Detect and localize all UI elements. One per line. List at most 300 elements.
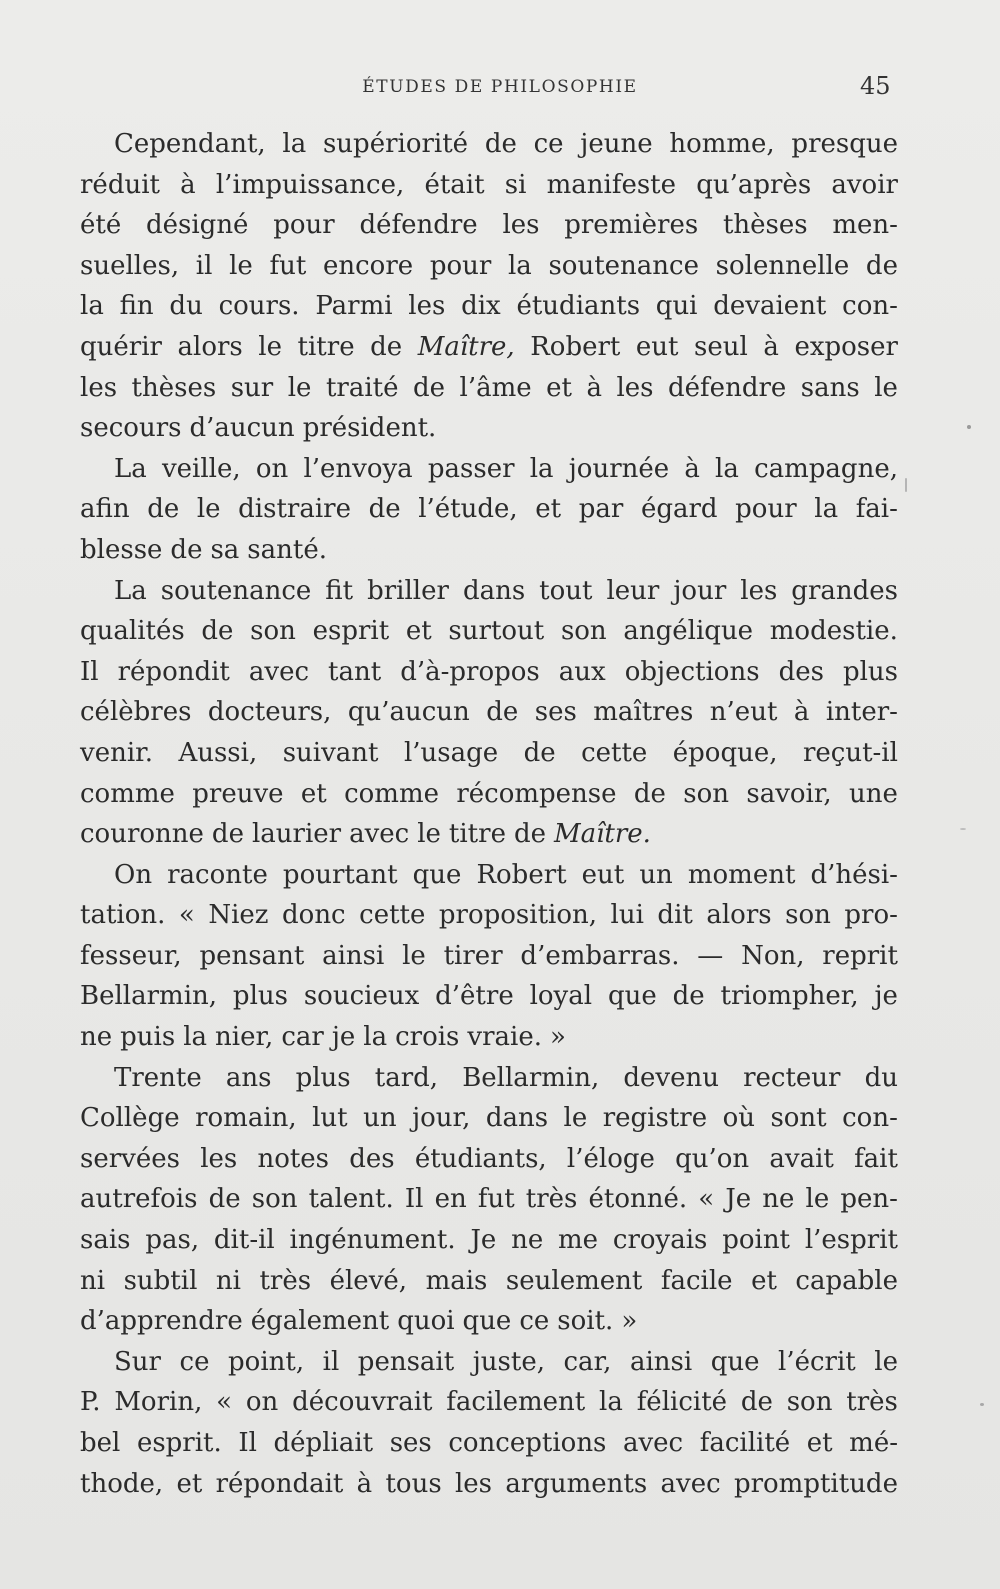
word: fut — [269, 250, 307, 281]
word: devaient — [713, 291, 827, 322]
word: homme, — [669, 129, 775, 159]
word: la — [529, 453, 554, 484]
word: notes — [257, 1143, 330, 1174]
word: il — [322, 1346, 340, 1377]
text-line — [80, 652, 898, 693]
word: dit — [657, 900, 693, 931]
word: capable — [795, 1265, 898, 1296]
word: puis — [120, 1022, 176, 1053]
text-line — [80, 1382, 898, 1423]
word: ce — [533, 129, 564, 159]
word: soutenance — [160, 575, 312, 606]
word: mais — [425, 1265, 488, 1296]
word: et — [751, 1265, 777, 1296]
word: » — [550, 1022, 566, 1053]
word: également — [250, 1306, 390, 1337]
word: suelles, — [80, 250, 180, 281]
text-line — [80, 611, 898, 652]
word: alors — [177, 331, 243, 362]
word: de — [740, 1387, 773, 1418]
word: venir. — [80, 737, 153, 768]
word: plus — [842, 656, 898, 687]
word: facilité — [699, 1428, 791, 1458]
word: thode, — [80, 1468, 164, 1499]
word: tous — [385, 1468, 442, 1499]
word: soutenance — [548, 250, 699, 281]
word: leur — [606, 575, 660, 606]
word: point, — [228, 1346, 305, 1377]
word: d’être — [435, 981, 514, 1012]
word: con- — [842, 291, 898, 322]
text-line — [80, 408, 898, 449]
word: et — [300, 778, 327, 809]
word: promptitude — [733, 1468, 898, 1499]
word: pour — [429, 250, 492, 281]
word: les — [502, 210, 540, 241]
word: Aussi, — [178, 737, 258, 768]
word: étudiants, — [414, 1143, 547, 1174]
word: campagne, — [754, 453, 898, 484]
word: Il — [80, 656, 99, 687]
word: ingénument. — [289, 1225, 456, 1256]
word: encore — [322, 250, 414, 281]
word: très — [846, 1387, 898, 1418]
word: pour — [273, 210, 335, 241]
word: l’étude, — [418, 494, 518, 525]
word: Collège — [80, 1103, 180, 1134]
text-line — [80, 530, 898, 571]
word: des — [778, 656, 824, 687]
word: santé. — [247, 534, 327, 565]
word: récompense — [456, 778, 617, 809]
word: d’aucun — [189, 413, 295, 444]
word: triompher, — [720, 981, 859, 1012]
word: me — [558, 1225, 599, 1256]
word: de — [370, 331, 403, 362]
word: men- — [832, 210, 898, 241]
word: eut — [581, 859, 625, 890]
word: son — [683, 778, 730, 809]
word: fit — [325, 575, 354, 606]
word: n’eut — [709, 697, 778, 728]
word: dépliait — [273, 1428, 374, 1458]
word: seul — [694, 331, 748, 362]
word: raconte — [167, 859, 268, 890]
word: devenu — [623, 1062, 719, 1093]
word: et — [806, 1428, 833, 1458]
word: de — [208, 1184, 241, 1215]
word: la — [715, 453, 739, 484]
word: réduit — [80, 169, 160, 200]
word: sont — [770, 1103, 827, 1134]
word: un — [363, 1103, 397, 1134]
word: avec — [248, 656, 310, 687]
word: exposer — [794, 331, 898, 362]
word: pen- — [840, 1184, 898, 1215]
word: facilement — [446, 1387, 586, 1418]
word: cette — [581, 737, 648, 768]
word: l’usage — [403, 737, 499, 768]
word: sais — [80, 1225, 131, 1256]
text-line — [80, 1058, 898, 1099]
word: d’hési- — [810, 859, 898, 890]
word: journée — [568, 453, 670, 484]
text-line — [80, 1261, 898, 1302]
word: une — [849, 778, 898, 809]
word: Bellarmin, — [462, 1062, 600, 1093]
word: Robert — [476, 859, 567, 890]
word: où — [722, 1103, 755, 1134]
word: l’esprit — [804, 1225, 898, 1256]
word: en — [434, 1184, 467, 1215]
word: de — [484, 129, 517, 159]
word: la — [814, 494, 839, 525]
word: de — [211, 819, 244, 850]
word: qu’on — [675, 1143, 750, 1174]
word: été — [80, 210, 122, 241]
word: Cependant, — [114, 129, 266, 159]
word: Bellarmin, — [80, 981, 218, 1012]
word: la — [507, 250, 532, 281]
word: loyal — [529, 981, 593, 1012]
word: tout — [539, 575, 593, 606]
word: proposition, — [438, 900, 597, 931]
word: tard, — [374, 1062, 439, 1093]
word: son — [786, 1387, 833, 1418]
word: « — [178, 900, 195, 931]
word: sa — [210, 534, 240, 565]
word: son — [560, 616, 607, 647]
word: ce — [519, 1306, 550, 1337]
word: à — [356, 1468, 373, 1499]
word: ne — [762, 1184, 795, 1215]
word: autrefois — [80, 1184, 198, 1215]
word: esprit — [312, 616, 390, 647]
word: qui — [655, 291, 698, 322]
word: le — [805, 1184, 830, 1215]
word: laurier — [251, 819, 342, 850]
word: ne — [80, 1022, 113, 1053]
text-line — [80, 165, 898, 206]
word: président. — [302, 413, 437, 444]
word: modestie. — [769, 616, 898, 647]
word: tant — [328, 656, 382, 687]
word: Parmi — [315, 291, 393, 322]
word: secours — [80, 413, 182, 444]
word: Il — [238, 1428, 257, 1458]
word: le — [402, 940, 426, 971]
word: les — [200, 1143, 238, 1174]
word: traité — [325, 372, 399, 403]
word: ans — [225, 1062, 272, 1093]
word: de — [170, 534, 203, 565]
word: le — [874, 1346, 898, 1377]
word: soit. — [557, 1306, 614, 1337]
word: cours. — [218, 291, 300, 322]
word: plus — [295, 1062, 351, 1093]
word: distraire — [238, 494, 351, 525]
word: répondait — [215, 1468, 344, 1499]
word: la — [183, 1022, 208, 1053]
body-text — [80, 124, 898, 1504]
word: croyais — [612, 1225, 708, 1256]
word: ses — [389, 1428, 432, 1458]
word: lui — [610, 900, 644, 931]
word: qu’après — [696, 169, 812, 200]
word: de — [633, 778, 666, 809]
word: que — [710, 1346, 760, 1377]
word: subtil — [123, 1265, 198, 1296]
word: inter- — [825, 697, 898, 728]
word: un — [639, 859, 673, 890]
word: le — [196, 494, 221, 525]
word: ce — [179, 1346, 210, 1377]
word: le — [417, 819, 441, 850]
text-line — [80, 449, 898, 490]
word: servées — [80, 1143, 180, 1174]
text-line — [80, 814, 898, 855]
word: on — [245, 1387, 279, 1418]
word: je — [874, 981, 898, 1012]
word: de — [201, 616, 234, 647]
word: très — [525, 1184, 578, 1215]
text-line — [80, 733, 898, 774]
word: Robert — [530, 331, 621, 362]
word: tirer — [443, 940, 503, 971]
word: premières — [564, 210, 699, 241]
word: très — [259, 1265, 312, 1296]
word: ni — [215, 1265, 241, 1296]
word: vraie. — [467, 1022, 542, 1053]
word: l’impuissance, — [215, 169, 405, 200]
word: étonné. — [588, 1184, 688, 1215]
text-line — [80, 1220, 898, 1261]
word: recteur — [743, 1062, 841, 1093]
word: de — [672, 981, 705, 1012]
word: maîtres — [593, 697, 694, 728]
word: solennelle — [715, 250, 850, 281]
word: angélique — [623, 616, 754, 647]
word: découvrait — [292, 1387, 433, 1418]
word: qu’aucun — [347, 697, 470, 728]
word: l’écrit — [778, 1346, 856, 1377]
word: thèses — [131, 372, 217, 403]
word: point — [722, 1225, 791, 1256]
word: reprit — [822, 940, 898, 971]
word: Sur — [114, 1346, 161, 1377]
word: et — [176, 1468, 203, 1499]
word: » — [621, 1306, 638, 1337]
word: ni — [80, 1265, 106, 1296]
word: et — [405, 616, 432, 647]
word: répondit — [117, 656, 230, 687]
word: l’âme — [459, 372, 532, 403]
word: je — [331, 1022, 356, 1053]
word: jour, — [412, 1103, 471, 1134]
word: car — [281, 1022, 324, 1053]
word: les — [616, 372, 654, 403]
word: fesseur, — [80, 940, 182, 971]
word: étudiants — [516, 291, 641, 322]
text-line — [80, 1423, 898, 1464]
text-line — [80, 571, 898, 612]
text-line — [80, 1342, 898, 1383]
word: et — [546, 372, 572, 403]
word: talent. — [308, 1184, 394, 1215]
word: crois — [395, 1022, 460, 1053]
word: du — [864, 1062, 898, 1093]
word: du — [169, 291, 203, 322]
word: « — [698, 1184, 715, 1215]
word: le — [258, 331, 282, 362]
word: son — [251, 1184, 298, 1215]
word: la — [599, 1387, 623, 1418]
word: facile — [660, 1265, 733, 1296]
word: défendre — [668, 372, 787, 403]
word: plus — [232, 981, 288, 1012]
word: l’éloge — [566, 1143, 655, 1174]
word: sur — [230, 372, 274, 403]
word: dans — [485, 1103, 549, 1134]
word: eut — [635, 331, 679, 362]
paper-speck — [905, 478, 907, 492]
word: La — [114, 453, 147, 484]
word: surtout — [448, 616, 545, 647]
paper-speck — [967, 425, 971, 429]
word: à — [763, 331, 779, 362]
word: fai- — [855, 494, 898, 525]
word: dix — [461, 291, 501, 322]
word: avec — [622, 1428, 684, 1458]
word: tation. — [80, 900, 166, 931]
text-line — [80, 1179, 898, 1220]
word: était — [424, 169, 485, 200]
word: élevé, — [329, 1265, 408, 1296]
word: ainsi — [322, 940, 385, 971]
word: des — [349, 1143, 395, 1174]
word: titre — [297, 331, 355, 362]
word: P. — [80, 1387, 101, 1418]
word: reçut-il — [802, 737, 898, 768]
word: d’apprendre — [80, 1306, 243, 1337]
word: qualités — [80, 616, 185, 647]
word: Je — [725, 1184, 752, 1215]
text-line — [80, 489, 898, 530]
word: le — [229, 250, 253, 281]
word: « — [216, 1387, 233, 1418]
word: arguments — [505, 1468, 648, 1499]
word: de — [513, 819, 546, 850]
word: soucieux — [303, 981, 420, 1012]
text-line — [80, 895, 898, 936]
word: on — [255, 453, 289, 484]
word: comme — [80, 778, 175, 809]
word: fin — [119, 291, 154, 322]
paper-speck — [960, 828, 966, 830]
word: docteurs, — [207, 697, 332, 728]
word: que — [607, 981, 657, 1012]
page-number: 45 — [860, 72, 891, 100]
word: époque, — [672, 737, 778, 768]
word: jeune — [580, 129, 653, 159]
text-line — [80, 1098, 898, 1139]
word: pour — [735, 494, 797, 525]
word: ses — [534, 697, 577, 728]
word: le — [287, 372, 312, 403]
text-line — [80, 286, 898, 327]
word: les — [740, 575, 778, 606]
word: la — [282, 129, 307, 159]
word: il — [195, 250, 213, 281]
word: célèbres — [80, 697, 192, 728]
word: son — [785, 900, 831, 931]
word: avec — [349, 819, 410, 850]
text-line — [80, 1301, 898, 1342]
word: dit-il — [213, 1225, 275, 1256]
word: de — [412, 372, 445, 403]
word: ne — [511, 1225, 544, 1256]
word: fut — [477, 1184, 515, 1215]
word: Il — [404, 1184, 424, 1215]
word: lut — [312, 1103, 348, 1134]
word: la — [363, 1022, 388, 1053]
word: manifeste — [546, 169, 677, 200]
word: le — [563, 1103, 588, 1134]
word: ainsi — [629, 1346, 693, 1377]
word: seulement — [505, 1265, 643, 1296]
text-line — [80, 976, 898, 1017]
word: juste, — [472, 1346, 545, 1377]
text-line — [80, 205, 898, 246]
word: quoi — [397, 1306, 455, 1337]
word: objections — [624, 656, 760, 687]
word: fait — [854, 1143, 898, 1174]
word: quérir — [80, 331, 162, 362]
word: félicité — [636, 1387, 728, 1418]
word: d’embarras. — [520, 940, 680, 971]
word: car, — [563, 1346, 612, 1377]
word: pensait — [357, 1346, 455, 1377]
word: On — [114, 859, 153, 890]
word: pensant — [199, 940, 305, 971]
word: l’envoya — [303, 453, 413, 484]
word: pro- — [844, 900, 898, 931]
word: jour — [673, 575, 727, 606]
word: con- — [842, 1103, 898, 1134]
word: savoir, — [746, 778, 832, 809]
word: nier, — [215, 1022, 274, 1053]
word: bel — [80, 1428, 121, 1458]
word: — — [697, 940, 724, 971]
word: Maître, — [417, 331, 515, 362]
word: de — [865, 250, 898, 281]
word: Maître. — [553, 819, 651, 850]
word: romain, — [195, 1103, 297, 1134]
word: les — [408, 291, 446, 322]
word: les — [454, 1468, 493, 1499]
text-line — [80, 246, 898, 287]
word: que — [462, 1306, 512, 1337]
word: pas, — [145, 1225, 200, 1256]
word: à — [586, 372, 602, 403]
word: de — [486, 697, 519, 728]
text-line — [80, 124, 898, 165]
word: d’à-propos — [400, 656, 540, 687]
word: Non, — [741, 940, 805, 971]
word: esprit. — [136, 1428, 222, 1458]
word: donc — [282, 900, 346, 931]
word: Je — [470, 1225, 497, 1256]
